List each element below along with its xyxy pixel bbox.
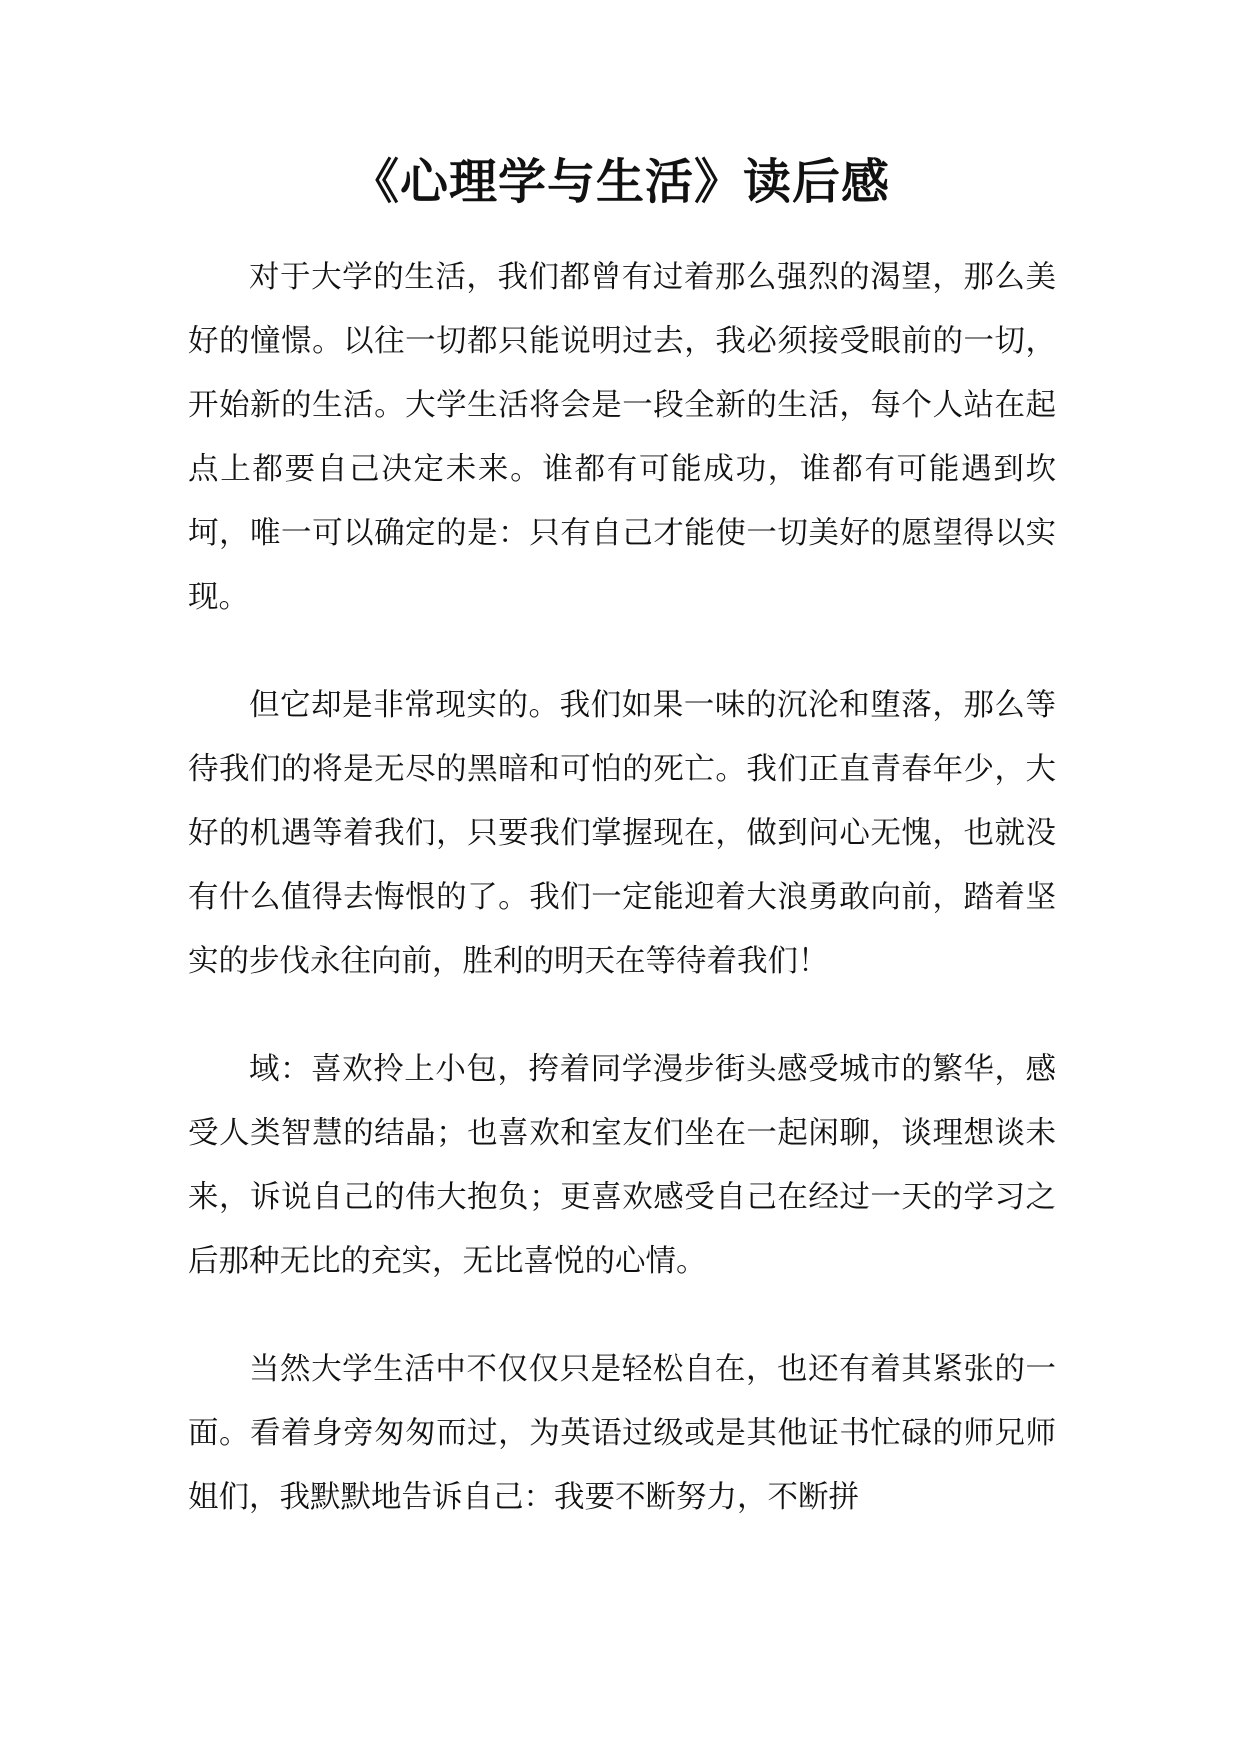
paragraph-4: 当然大学生活中不仅仅只是轻松自在，也还有着其紧张的一面。看着身旁匆匆而过，为英语过级或是其他证书忙碌的师兄师姐们，我默默地告诉自己：我要不断努力，不断拼 <box>188 1352 1056 1515</box>
document-body <box>188 246 1056 1574</box>
document-title: 《心理学与生活》读后感 <box>350 154 890 210</box>
paragraph-1: 对于大学的生活，我们都曾有过着那么强烈的渴望，那么美好的憧憬。以往一切都只能说明过去，我必须接受眼前的一切，开始新的生活。大学生活将会是一段全新的生活，每个人站在起点上都要自己决定未来。谁都有可能成功，谁都有可能遇到坎坷，唯一可以确定的是：只有自己才能使一切美好的愿望得以实现。 <box>188 260 1056 615</box>
paragraph-2: 但它却是非常现实的。我们如果一味的沉沦和堕落，那么等待我们的将是无尽的黑暗和可怕的死亡。我们正直青春年少，大好的机遇等着我们，只要我们掌握现在，做到问心无愧，也就没有什么值得去悔恨的了。我们一定能迎着大浪勇敢向前，踏着坚实的步伐永往向前，胜利的明天在等待着我们！ <box>188 688 1056 979</box>
paragraph-3: 域：喜欢拎上小包，挎着同学漫步街头感受城市的繁华，感受人类智慧的结晶；也喜欢和室友们坐在一起闲聊，谈理想谈未来，诉说自己的伟大抱负；更喜欢感受自己在经过一天的学习之后那种无比的充实，无比喜悦的心情。 <box>188 1052 1056 1279</box>
